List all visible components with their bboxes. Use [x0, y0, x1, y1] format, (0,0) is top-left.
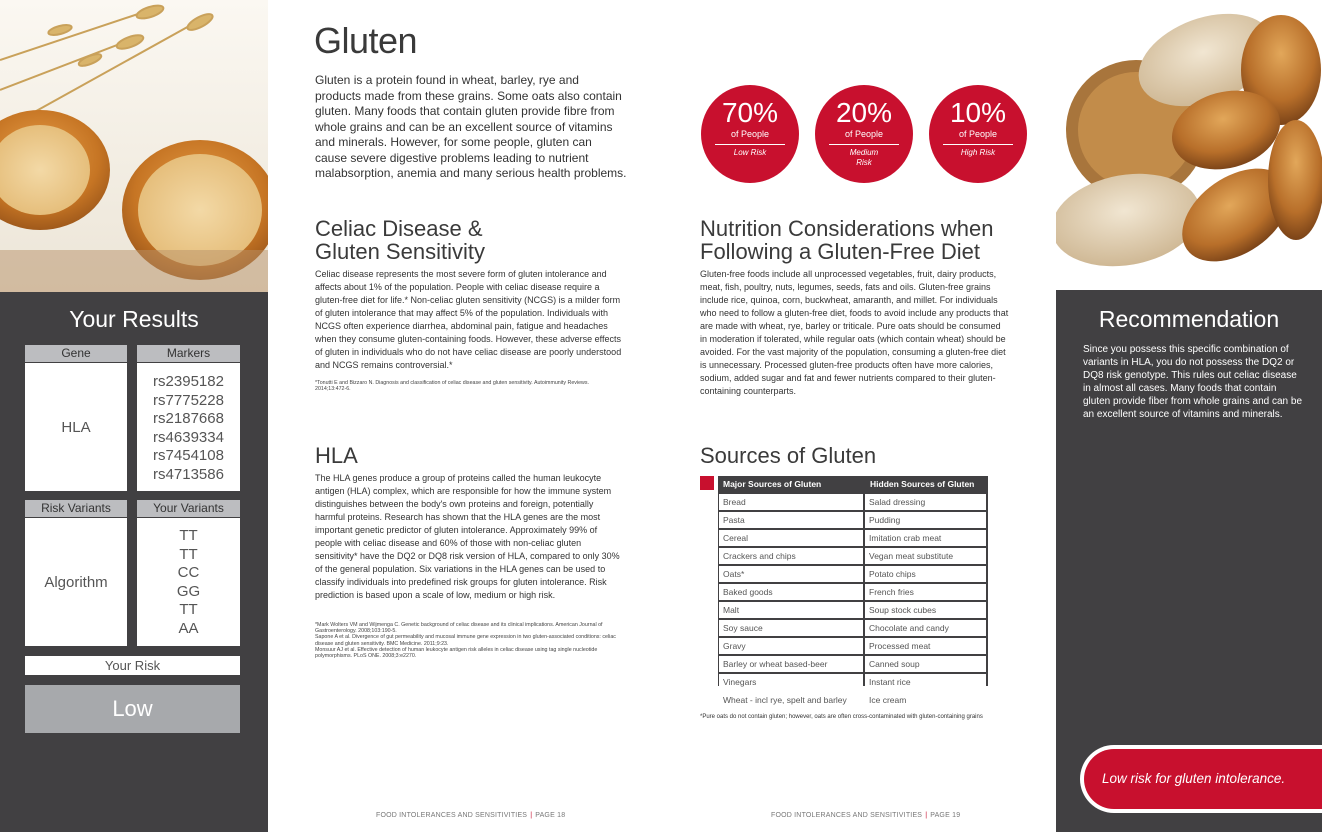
table-accent-square [700, 476, 714, 490]
hla-references [315, 622, 620, 659]
gluten-intro: Gluten is a protein found in wheat, barley, rye and products made from these grains. Some oats also contain gluten. Many foods that contain gluten provide fibre from whole grains and can be an excellent source of vitamins and minerals. However, for some people, gluten can cause severe digestive problems leading to nutrient malabsorption, anemia and many serious health problems. [315, 73, 627, 180]
risk-circle-percent: 20% [835, 97, 893, 128]
table-row [718, 619, 988, 637]
major-source-cell: Vinegars [719, 674, 863, 690]
footer-section: FOOD INTOLERANCES AND SENSITIVITIES [771, 812, 923, 819]
marker-item: rs2187668 [153, 410, 224, 427]
gene-value: HLA [25, 363, 127, 491]
risk-circle-level: Low Risk [733, 148, 767, 157]
risk-circle-percent: 10% [949, 97, 1007, 128]
risk-circle-low [701, 85, 799, 183]
hidden-source-cell: Salad dressing [865, 494, 986, 510]
footer-section: FOOD INTOLERANCES AND SENSITIVITIES [376, 812, 528, 819]
major-source-cell: Crackers and chips [719, 548, 863, 564]
hla-body: The HLA genes produce a group of proteins called the human leukocyte antigen (HLA) complex, which are responsible for how the immune system distinguishes between the body's own proteins and foreign, potentially harmful proteins. Research has shown that the HLA genes are the most important genetic predictor of gluten intolerance. Approximately 99% of people with celiac disease and 60% of those with non-celiac gluten sensitivity* have the DQ2 or DQ8 risk version of HLA, compared to only 30% of the general population. Six variations in the HLA genes can be used to classify individuals into predefined risk groups for gluten intolerance. Risk prediction is based upon a scale of low, medium or high risk. [315, 473, 620, 600]
risk-circle-of-people: of People [730, 129, 770, 139]
major-source-cell: Oats* [719, 566, 863, 582]
results-title: Your Results [69, 306, 199, 332]
recommendation-panel [1056, 0, 1322, 832]
table-row [718, 691, 988, 709]
celiac-reference: *Tonutti E and Bizzaro N. Diagnosis and classification of celiac disease and gluten sensitivity. Autoimmunity Reviews. 2014;13:472-6. [315, 380, 590, 393]
marker-item: rs2395182 [153, 373, 224, 390]
footer-divider: | [530, 812, 533, 819]
bread-photo-right [1056, 0, 1322, 290]
hidden-source-cell: Vegan meat substitute [865, 548, 986, 564]
page-18-footer [376, 812, 565, 819]
risk-circle-divider [715, 144, 785, 145]
table-row [718, 547, 988, 565]
major-source-cell: Pasta [719, 512, 863, 528]
hidden-source-cell: Ice cream [865, 692, 986, 708]
major-source-cell: Bread [719, 494, 863, 510]
risk-circle-medium [815, 85, 913, 183]
major-source-cell: Barley or wheat based-beer [719, 656, 863, 672]
marker-item: rs7454108 [153, 447, 224, 464]
celiac-body: Celiac disease represents the most severe form of gluten intolerance and affects about 1% of the population. People with celiac disease require a gluten-free diet for life.* Non-celiac gluten sensitivity (NCGS) is a milder form of gluten intolerance that may affect 5% of the population. Individuals with NCGS often experience diarrhea, abdominal pain, fatigue and headaches when they consume gluten-containing foods. However, these adverse effects of gluten in individuals who do not have celiac disease are poorly understood and NCGS remains controversial.* [315, 269, 622, 370]
variant-item: TT [179, 601, 198, 618]
your-variants-header: Your Variants [137, 500, 240, 517]
nutrition-body: Gluten-free foods include all unprocessed vegetables, fruit, dairy products, meat, fish, poultry, nuts, legumes, seeds, fats and oils. Gluten-free grains include rice, quinoa, corn, buckwheat, amaranth, and millet. For individuals who need to follow a gluten-free diet, foods to avoid include any products that are made with wheat, rye, barley or triticale. Pure oats should be consumed in moderation if tolerated, while regular oats (which contain wheat) should be avoided. For the vast majority of the population, consuming a gluten-free diet is unnecessary. Processed gluten-free products often have more calories, sodium, added sugar and fat and fewer nutrients compared to their gluten-containing counterparts. [700, 269, 1009, 396]
table-row [718, 565, 988, 583]
risk-circle-of-people: of People [844, 129, 884, 139]
your-risk-value: Low [25, 685, 240, 733]
variant-item: GG [176, 582, 201, 600]
celiac-heading [315, 217, 485, 263]
marker-item: rs4639334 [153, 428, 224, 446]
nutrition-heading [700, 217, 994, 263]
hidden-source-cell: Pudding [865, 512, 986, 528]
major-source-cell: Baked goods [719, 584, 863, 600]
gene-header: Gene [25, 345, 127, 362]
major-source-cell: Malt [719, 602, 863, 618]
results-panel [0, 0, 268, 832]
risk-circle-level: High Risk [960, 148, 996, 157]
nutrition-heading-line1: Nutrition Considerations when [700, 216, 994, 241]
marker-item: rs4713586 [153, 465, 224, 483]
table-body [718, 493, 988, 705]
table-row [718, 511, 988, 529]
your-risk-label: Your Risk [25, 656, 240, 675]
footer-divider: | [925, 812, 928, 819]
recommendation-title: Recommendation [1098, 306, 1280, 332]
variant-item: AA [178, 619, 199, 637]
major-source-cell: Cereal [719, 530, 863, 546]
table-row [718, 673, 988, 691]
risk-circle-divider [829, 144, 899, 145]
hla-heading: HLA [315, 443, 358, 468]
bread-photo-left [0, 0, 268, 292]
celiac-heading-line1: Celiac Disease & [315, 216, 483, 241]
your-variants-cell [137, 518, 240, 646]
recommendation-text: Since you possess this specific combination of variants in HLA, you do not possess the DQ2 or DQ8 risk genotype. This rules out celiac disease in almost all cases. Many foods that contain gluten provide fiber from whole grains and can be an excellent source of vitamins and minerals. [1083, 344, 1303, 420]
risk-circle-level: Medium Risk [849, 148, 879, 167]
hidden-source-cell: Canned soup [865, 656, 986, 672]
markers-cell [137, 363, 240, 491]
table-row [718, 529, 988, 547]
risk-variants-value: Algorithm [25, 518, 127, 646]
hidden-source-cell: French fries [865, 584, 986, 600]
table-header [718, 476, 988, 493]
hla-reference: Monsuur AJ et al. Effective detection of human leukocyte antigen risk alleles in celiac disease using tag single nucleotide polymorphisms. PLoS ONE. 2008;3:e2270. [315, 646, 598, 660]
table-row [718, 493, 988, 511]
hidden-source-cell: Instant rice [865, 674, 986, 690]
variant-item: CC [177, 564, 200, 581]
major-source-cell: Wheat - incl rye, spelt and barley [719, 692, 863, 708]
table-header-major: Major Sources of Gluten [723, 479, 822, 489]
table-footnote: *Pure oats do not contain gluten; however, oats are often cross-contaminated with gluten-containing grains [700, 714, 983, 720]
variant-list [137, 527, 240, 638]
table-row [718, 637, 988, 655]
risk-statement: Low risk for gluten intolerance. [1084, 749, 1322, 809]
hidden-source-cell: Soup stock cubes [865, 602, 986, 618]
table-row [718, 655, 988, 673]
hla-reference: *Mark Wolters VM and Wijmenga C. Genetic background of celiac disease and its clinical implications. American Journal of Gastroenterology. 2008;103:190-5. [315, 622, 603, 635]
footer-page-number: PAGE 19 [930, 812, 961, 819]
hidden-source-cell: Processed meat [865, 638, 986, 654]
risk-circle-of-people: of People [958, 129, 998, 139]
table-header-hidden: Hidden Sources of Gluten [870, 479, 975, 489]
page-title: Gluten [314, 20, 418, 61]
hidden-source-cell: Imitation crab meat [865, 530, 986, 546]
risk-circle-high [929, 85, 1027, 183]
marker-list [137, 373, 240, 484]
markers-header: Markers [137, 345, 240, 362]
major-source-cell: Gravy [719, 638, 863, 654]
risk-circle-divider [943, 144, 1013, 145]
footer-page-number: PAGE 18 [535, 812, 566, 819]
variant-item: TT [179, 545, 198, 563]
table-row [718, 601, 988, 619]
risk-circle-percent: 70% [721, 97, 779, 128]
sources-heading: Sources of Gluten [700, 443, 877, 468]
table-row [718, 583, 988, 601]
risk-variants-header: Risk Variants [25, 500, 127, 517]
nutrition-heading-line2: Following a Gluten-Free Diet [700, 239, 981, 264]
marker-item: rs7775228 [153, 391, 224, 409]
page-19-footer [771, 812, 960, 819]
celiac-heading-line2: Gluten Sensitivity [315, 239, 485, 264]
major-source-cell: Soy sauce [719, 620, 863, 636]
hidden-source-cell: Potato chips [865, 566, 986, 582]
hla-reference: Sapone A et al. Divergence of gut permeability and mucosal immune gene expression in two gluten-associated conditions: celiac disease and gluten sensitivity. BMC Medicine. 2011;9:23. [315, 634, 616, 647]
variant-item: TT [179, 527, 198, 544]
hidden-source-cell: Chocolate and candy [865, 620, 986, 636]
